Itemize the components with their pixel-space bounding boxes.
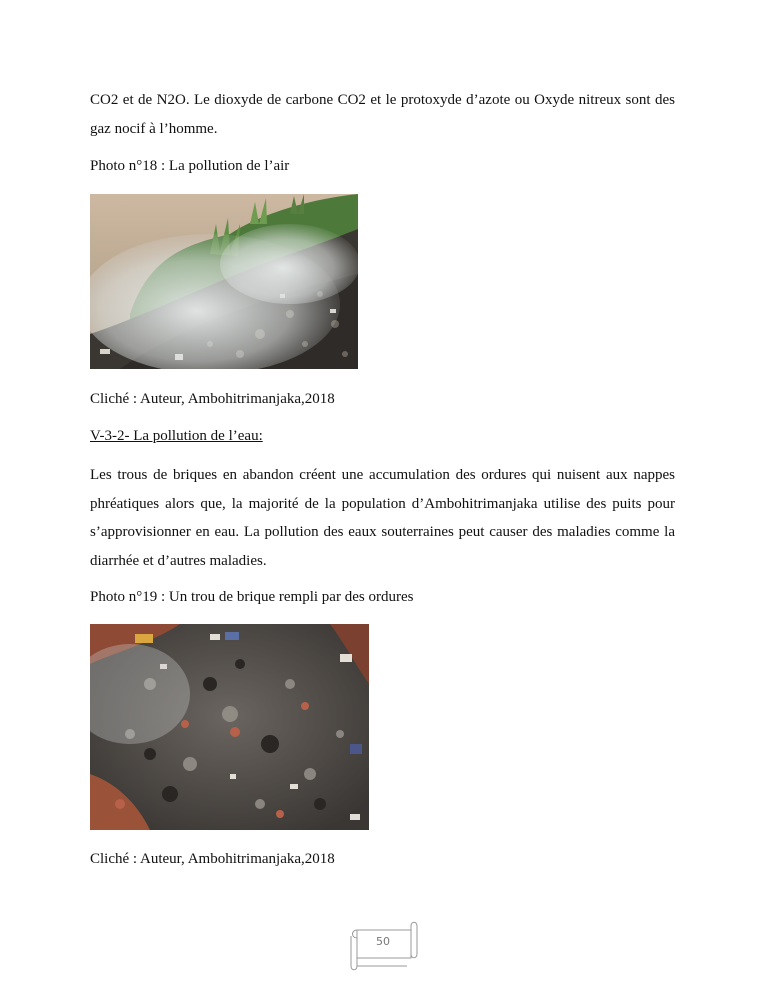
water-paragraph: Les trous de briques en abandon créent une accumulation des ordures qui nuisent aux nappes phréatiques alors que, la majorité de la population d’Ambohitrimanjaka utilise des puits pour s’approvisionner en eau. La pollution des eaux souterraines peut causer des maladies comme la diarrhée et d’autres maladies. xyxy=(90,467,675,570)
intro-paragraph: CO2 et de N2O. Le dioxyde de carbone CO2 et le protoxyde d’azote ou Oxyde nitreux sont des gaz nocif à l’homme. xyxy=(90,92,675,137)
photo18-credit: Cliché : Auteur, Ambohitrimanjaka,2018 xyxy=(90,391,335,407)
photo18-caption: Photo n°18 : La pollution de l’air xyxy=(90,158,290,174)
page-number-scroll xyxy=(347,920,419,972)
photo19-caption: Photo n°19 : Un trou de brique rempli par des ordures xyxy=(90,589,414,605)
page-number: 50 xyxy=(376,935,390,948)
air-pollution-photo xyxy=(90,194,358,369)
photo19-credit: Cliché : Auteur, Ambohitrimanjaka,2018 xyxy=(90,851,335,867)
section-heading: V-3-2- La pollution de l’eau: xyxy=(90,428,263,444)
brick-hole-photo xyxy=(90,624,369,830)
